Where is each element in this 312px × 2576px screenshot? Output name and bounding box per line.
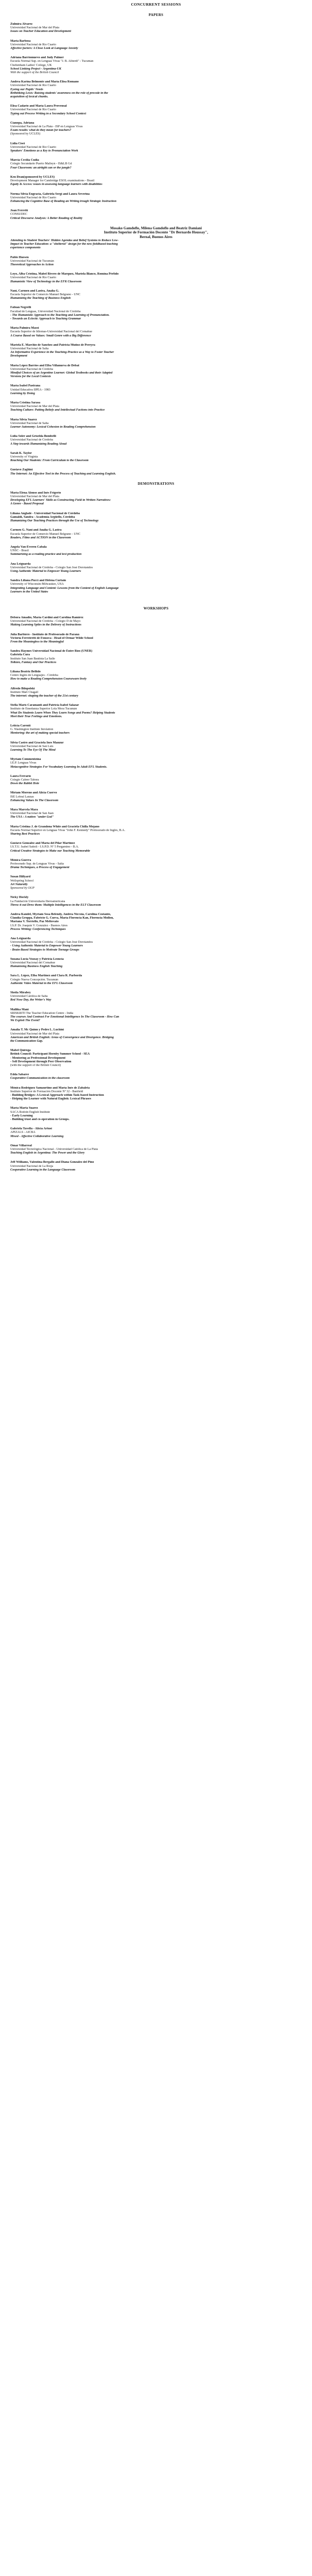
presenter-affiliation: Instituto San Juan Bautista La Salle [10,657,55,660]
presenter-affiliation: Escuela Superior de Comercio Manuel Belgrano - UNC [10,293,81,296]
presenter-affiliation: Universidad Nacional de Córdoba - Colegio D de Mayo [10,620,81,623]
session-title: Exam results: what do they mean for teachers? [10,129,72,132]
session-entry [10,384,302,396]
session-entry [10,1049,302,1067]
presenter-affiliation: Escuela Normal Superior en Lenguas Vivas "John F. Kennedy" Profesorado de Inglés, B.A. [10,828,125,832]
session-entry [10,105,302,116]
presenter-affiliation: Universidad Nacional de Río Cuarto [10,108,57,112]
presenter-names: Lidia Soler and Griselda Bombelli [10,435,56,438]
session-title: A Step towards Humanizing Reading Aloud [10,442,67,446]
session-title: Learners in the United States [10,590,48,594]
presenter-names: Mónica Guerra [10,858,31,862]
session-title: Equity & Access: issues in assessing language learners with disabilities [10,183,102,187]
session-entry [10,758,302,769]
session-entry [10,435,302,446]
presenter-names: Laura Ferrario [10,774,31,778]
section-workshops [10,606,302,1172]
session-entry [10,492,302,506]
presenter-names: Jeff Williams, Valentina Bergallo and Diana González del Pino [10,1161,94,1164]
session-title: - Towards an Eclectic Approach to Teaching Grammar [10,317,81,320]
presenter-affiliation: Universidad Nacional de Córdoba - Colegio San José Dorotandos [10,566,93,569]
session-title: Development [10,354,27,358]
session-title: Meet their True Feelings and Emotions. [10,715,62,718]
presenter-affiliation: Universidad Nacional de Río Cuarto [10,145,57,149]
session-entry [10,791,302,803]
presenter-names: Nani, Carmen and Lastra, Analía G. [10,289,59,293]
presenter-names: Gustavo Gonzalez and María del Pilar Martinez [10,842,75,845]
presenter-names: Ana Leiguarda [10,937,31,940]
session-entry [10,546,302,557]
presenter-names: Elisa Cadario and María Laura Provensal [10,105,67,108]
session-title: the Communication Gap. [10,1039,43,1043]
session-title: Speakers' Emotions as a Key to Pronunciation Work [10,149,78,153]
session-title: Humanizing the Teaching of Business English [10,297,71,300]
presenter-names: Gabriela Tavella - Alicia Artusi [10,1127,52,1131]
entry-line: - Early Learning [10,1114,33,1117]
presenter-names: María Isabel Pastrana [10,384,41,388]
session-title: Versions for the Local Contexts [10,375,51,379]
session-title: Metacognitive Strategies For Vocabulary Learning In Adult EFL Students. [10,765,107,769]
presenter-names: Leticia Carenti [10,724,31,727]
session-title: Art Naturally [10,883,28,886]
presenter-names: Andrea Kandel, Myriam Sosa Belendy, Andrea Niccoia, Carolina Costanto, [10,912,111,916]
presenter-affiliation: Profesorado Sup. de Lenguas Vivas - Salta [10,862,64,866]
session-title: Readers, Films and ACTION in the Classroom [10,536,71,539]
entry-line: With the support of the British Council [10,71,59,75]
presenter-names: Angela Van-Everen Cabala [10,545,47,549]
session-entry [10,1144,302,1156]
session-entry [10,991,302,1003]
document-title: CONCURRENT SESSIONS [131,2,181,7]
session-title: Teaching Culture: Putting Beliefs and Intellectual Factions into Practice [10,409,105,412]
presenter-affiliation: ISE Lobral Lanzas [10,795,34,799]
presenter-names: María Cristina Sarasa [10,401,41,405]
presenter-names: María Marta Suarez [10,1107,38,1110]
entry-line: Mariana V. Torriello, Paz Meltovato [10,920,59,924]
presenter-names: Mallika Mani [10,1008,29,1011]
presenter-names: Gustavo Zaghini [10,468,33,472]
session-entry [10,468,302,476]
session-entry [10,176,302,187]
session-title: Critical Discourse Analysis: A Better Reading of Reality [10,216,83,220]
presenter-affiliation: Universidad Nacional de San Luis [10,744,54,748]
session-entry [10,913,302,931]
session-title: Red Nose Day, the Writer's Way [10,998,51,1002]
session-entry [10,529,302,540]
presenter-names: Mabel Quiroga [10,1049,31,1053]
session-title: A Course Based on Values: Small Genre with a Big Difference [10,334,91,337]
session-entry [10,563,302,574]
presenter-names: Debora Amadio, María Cardini and Carolina Ramirez [10,616,83,619]
session-title: Mindful Choices of an Argentine Learner: Global Textbooks and their Adapted [10,371,113,375]
presenter-affiliation: Instituto Superior de Formación Docente Nº 32 - Banfield [10,1090,83,1093]
presenter-affiliation: Universidad Nacional de Salta [10,421,49,425]
presenter-affiliation: Universidad Tecnológica Nacional - Universidad Católica de La Plata [10,1148,98,1151]
session-title: Enhancing the Cognitive Base of Reading an Writing trough Strategic Instruction [10,199,116,203]
session-title: Making Learning Spiles in the Delivery of Instructions [10,623,81,627]
presenter-affiliation: Universidad Nacional de Mar del Plata [10,405,59,409]
session-title: - Using Authentic Material to Empower Young Learners [10,944,83,948]
session-entry [10,775,302,786]
session-entry [10,401,302,413]
presenter-affiliation: Facultad de Lenguas, Universidad Nacional de Córdoba [10,310,81,313]
presenter-affiliation: Universidad Nacional de Córdoba - Colegio San José Dorotandos [10,941,93,944]
session-entry [10,896,302,907]
session-title: Learning by Doing [10,392,35,395]
presenter-affiliation: La Fundación Universitaria Iberoamericana [10,900,65,903]
entry-line: - Building trust and co-operation in Groups. [10,1118,70,1122]
presenter-names: Ken Dean(sponsored by UCLES) [10,175,55,179]
session-title: Humanistic View of Technology in the EFK Classroom [10,280,82,283]
presenter-names: María Elena Alonso and Inés Frigerio [10,491,61,495]
session-title: experience components [10,246,41,250]
presenter-affiliation: UNSC - Brasil [10,549,29,553]
session-entry [10,974,302,986]
presenter-names: Miriam Moreno and Alicia Cuervo [10,791,57,795]
session-entry [10,142,302,154]
presenter-names: Mónica Rodriguez Samaurtino and María Inés de Zabaleta [10,1086,90,1090]
session-title: Four Classroom: an airtight can or the jungle? [10,166,72,170]
presenter-affiliation: CONSUDEC [10,213,27,216]
entry-line: Gamaldi, Sandra - Academia Argüello, Córdoba [10,515,75,519]
session-title: Affective factors: A Close Look at Language Anxiety [10,47,78,50]
presenter-affiliation: Centro Inglés de Lenguajes - Córdoba [10,674,58,677]
session-entry [10,159,302,170]
presenter-names: Susana Lucia Vozzay y Patricia Leoncia [10,957,64,961]
session-entry [10,704,302,719]
session-entry [10,650,302,665]
presenter-affiliation: Universidad Nacional de La Rioja [10,1164,54,1168]
presenter-affiliation: Wellspring School [10,879,34,883]
session-entry [10,209,302,221]
presenter-affiliation: Escuela Normal Sup. en Lenguas Vivas "J. B. Alberdi" - Tucumán [10,60,94,63]
session-entry [10,226,302,250]
session-title: Attending to Student Teachers' Hidden Agendas and Belief Systems to Reduce Low- [10,239,119,242]
presenter-names: Pablo Huesen [10,256,29,259]
presenter-names: Liliana Beatriz Bellido [10,670,41,673]
presenter-affiliation: Universidad Nacional de Mar del Plata [10,1032,59,1036]
presenter-names: Sheila Mirabey [10,991,31,994]
presenter-names: Silvia Castro and Graciela Ines Manzur [10,741,64,744]
session-title: Critical Creative Strategies to Make our Teaching Memorable [10,849,90,853]
session-title: The Internet: An Effective Tool in the Process of Teaching and Learning English. [10,472,116,476]
session-title: Authentic Video Material in the EFL Classroom [10,981,73,985]
presenter-names: Sarah K. Taylor [10,451,32,455]
session-title: - The Humanistic Approach to the Teaching and Learning of Pronunciation. [10,313,110,317]
presenter-affiliation: University of Wisconsin-Milwaukee, USA [10,583,64,586]
presenter-names: Maria López Barrios and Elba Villanueva de Debat [10,364,79,367]
session-entry [10,958,302,969]
session-title: The USA : A nation "under God" [10,816,54,819]
session-entry [10,23,302,34]
presenter-names: María Cristina J. de Grandona White and Graciela Chilla Mojano [10,825,99,828]
session-entry [10,452,302,463]
entry-line: Claudia Groppa, Fabricio G. Cueva, María Florencia Kan, Florencia Mollon, [10,917,114,920]
section-heading: WORKSHOPS [143,606,169,611]
session-entry [10,1161,302,1172]
session-entry [10,40,302,51]
session-title: The courses And Contrast For Emotional Intelligence In The Classroom - How Can [10,1015,119,1019]
session-title: acquisition of lexical chunks. [10,95,48,99]
session-title: Humanising Business English Teaching [10,965,63,969]
presenter-names: Sandra Liliana Pucci and Helena Curtain [10,579,66,583]
presenter-names: Norma Silvia Engracia, Gabriela Sergi and Laura Severina [10,192,90,196]
presenter-names: Omar Villarreal [10,1144,32,1147]
presenter-names: Maria Barbosa [10,39,31,43]
session-title: Summarizing as a reading practice and text production [10,553,82,556]
presenter-affiliation: Universidad Nacional de Salta [10,347,49,350]
section-heading: DEMONSTRATIONS [137,481,175,486]
entry-line: - Mentoring as Professional Development [10,1056,66,1060]
session-title: Down the Rabbit Hole [10,782,40,786]
session-entry [10,616,302,628]
session-entry [10,56,302,75]
session-entry [10,1073,302,1080]
presenter-names: Alfredo Bilopolski [10,687,35,690]
presenter-affiliation: G. Washington Institute Inrolation [10,728,54,732]
session-entry [10,256,302,267]
session-entry [10,122,302,137]
presenter-affiliation: University of Virginia [10,455,38,459]
session-entry [10,193,302,204]
session-entry [10,1127,302,1139]
presenter-names: Edda Sabaree [10,1073,29,1077]
presenter-affiliation: Universidad Nacional de Mar del Plata [10,26,59,30]
session-title: Humanizing Our Teaching Practices through the Use of Technology [10,519,99,523]
presenter-names: Fabian Negrelli [10,306,31,310]
presenter-affiliation: Instituto Mari Chagall [10,690,39,694]
program-document [0,0,312,1172]
session-title: Instituto Superior de Formación Docente "Dr Bernardo Houssay", [103,230,209,235]
session-title: Bernal, Buenos Aires [140,234,172,239]
session-title: Tolkien, Fantasy and Our Practices [10,660,57,664]
presenter-affiliation: Escuela Superior de Idiomas-Universidad Nacional del Comahue [10,330,93,334]
sections-container [10,13,302,1172]
presenter-names: Mariela E. Marchio de Sanchez and Patricia Muñoz de Pereyra [10,343,95,347]
session-entry [10,1107,302,1122]
presenter-affiliation: I.S.T.U. Isabel Sattoli - I.S.P.D. Nº 5 Pergamino - B.A. [10,845,79,849]
session-entry [10,937,302,952]
session-entry [10,825,302,837]
session-title: Mixed - Affective Collaborative Learning [10,1134,64,1138]
session-title: How to make a Reading Comprehension Courseware lively [10,677,87,681]
session-title: Drama Techniques, a Process of Engagement [10,866,70,870]
presenter-names: Julia Barbiero - Instituto de Profesorado de Paraná [10,633,80,636]
presenter-names: Mara Marcela Mara [10,808,38,812]
presenter-affiliation: (Sponsored by UCLES) [10,132,41,136]
presenter-names: Amalia T. Mc Quinn y Pedro L. Luchini [10,1028,64,1032]
session-title: A Genre - Based Proposal [10,502,44,506]
presenter-affiliation: Universidad Nacional de Río Cuarto [10,196,57,199]
session-entry [10,741,302,753]
presenter-names: Marcia Cecilia Cudia [10,159,39,162]
presenter-affiliation: SACA Rodoin English Institute [10,1110,50,1114]
presenter-affiliation: I.E.P. Lenguas Vivas [10,761,37,765]
presenter-names: Stella Maris Caramanti and Patricia Isabel Salazar [10,704,79,707]
presenter-affiliation: Universidad Nacional de Córdoba [10,438,54,442]
presenter-affiliation: APIZALS - AICBA [10,1131,36,1134]
session-title: Impact in Teacher Education: a "sheltered" design for the new fieldbased teaching [10,243,118,246]
session-entry [10,633,302,645]
session-entry [10,724,302,736]
session-title: Process Writing: Conferencing Techniques [10,927,66,931]
presenter-affiliation: Colegio Nueva Concepción. Tucumán [10,978,59,981]
session-entry [10,687,302,699]
presenter-affiliation: Universidad Nacional de Mar del Plata [10,495,59,499]
session-entry [10,1008,302,1023]
session-title: Integrating Language and Content: Lessons from the Content of English Language [10,586,119,590]
presenter-affiliation: Universidad Católica de Salta [10,995,48,998]
session-title: Issues on Teacher Education and Development [10,30,72,33]
presenter-affiliation: Universidad Nacional de Río Cuarto [10,276,57,280]
session-entry [10,1028,302,1043]
session-entry [10,273,302,284]
presenter-names: Susan Hillyard [10,875,31,879]
session-entry [10,80,302,99]
presenter-names: Carmen G. Nani and Analía G. Lastra [10,529,62,532]
session-entry [10,327,302,338]
presenter-names: Joan Ferretti [10,209,28,213]
presenter-affiliation: Colegio Cabrer Tabora [10,778,39,782]
session-title: Sharing Best Practices [10,833,40,836]
session-title: Mentoring: the art of making special teachers [10,732,70,735]
session-title: Eyeing our Pupils' Needs [10,88,43,91]
entry-line: Victoria Ferreiretti de Fonseca - Head of Ormar Wilde School [10,636,93,640]
session-title: School Linking Project - Argentina-UK [10,67,61,71]
session-title: Teaching English in Argentina: The Power and the Glory [10,1151,85,1155]
presenter-affiliation: I.S.P. Dr. Joaquín V. González - Buenos Aires [10,924,68,927]
presenter-affiliation: Development Manager for Cambridge ESOL examinations - Brasil [10,179,95,183]
session-entry [10,344,302,359]
session-entry [10,290,302,301]
session-title: Learner Autonomy: Lexical Cohesion in Reading Comprehension [10,426,96,429]
presenter-names: Zulmira Alvarez [10,23,33,26]
presenter-affiliation: Instituto de Enseñanza Superior Lola Mora Tucumán [10,707,77,711]
session-entry [10,306,302,321]
presenter-names: Andrea Karina Belmonte and María Elisa Romano [10,80,79,84]
section-demonstrations [10,482,302,594]
presenter-names: Sandra Haymes Universidad Nacional de Entre Ríos (UNER) [10,650,93,653]
session-entry [10,859,302,870]
session-entry [10,579,302,594]
presenter-names: Loyo, Alba Cristina, Mabel Rivero de Marquez, Mariela Blanco, Romina Pérfido [10,273,119,276]
entry-line: Gabriela Cura [10,653,30,657]
presenter-names: Cianopa, Adriana [10,121,34,125]
entry-line: British Council: Participant Hornby Summer School - SEA [10,1053,90,1056]
session-title: Typing out Process Writing in a Secondary School Context [10,112,86,115]
presenter-names: María Silvia Suarez [10,418,37,421]
session-title: What Do Students Learn When They Learn Songs and Poems? Helping Students [10,711,115,715]
session-title: Developing EFL Learners' Skills as Constructing Field in Written Narratives: [10,499,111,502]
presenter-names: Liliana Anglade - Universidad Nacional de Córdoba [10,512,80,515]
session-title: Rethinking Lexis: Raising students' awareness on the role of precode in the [10,91,108,95]
session-entry [10,1087,302,1101]
entry-line: - Helping the Learner with Natural English: Lexical Phrases [10,1097,91,1101]
presenter-names: Nicky Hockly [10,896,29,900]
entry-line: - Self Development through Peer Observation [10,1060,72,1063]
session-title: The internet: shaping the teacher of the 21st century [10,694,79,698]
presenter-names: Mosako Gamdoflo, Milena Gamdoflo and Beatriz Damiani [110,226,202,230]
presenter-affiliation: SRISKRITI The Teacher Education Centre - India [10,1011,74,1015]
presenter-affiliation: Universidad Nacional de San Juan [10,812,54,816]
presenter-affiliation: Cheltenham Ladies' College, UK [10,63,52,67]
session-entry [10,875,302,890]
session-entry [10,842,302,853]
section-papers [10,13,302,476]
presenter-names: Sara L. López, Elba Martinez and Clara R. Parborda [10,974,82,978]
session-title: Enhancing Values In The Classroom [10,799,59,802]
session-entry [10,512,302,523]
presenter-affiliation: Escuela Superior de Comercio Manuel Belgrano - UNC [10,532,81,536]
presenter-names: Ana Leiguarda [10,562,31,566]
presenter-affiliation: Universidad Nacional del Comahue [10,961,56,964]
session-title: An Informative Experience in the Teaching-Practice as a Way to Foster Teacher [10,351,114,354]
session-title: We Exploit The Event? [10,1019,40,1023]
presenter-affiliation: Universidad Nacional de Río Cuarto [10,84,57,88]
session-title: Using Authentic Material to Empower Young Learners [10,569,81,573]
presenter-names: María Palmira Massi [10,327,39,330]
session-entry [10,808,302,820]
presenter-names: Lidia Cisei [10,142,25,145]
presenter-affiliation: Universidad Nacional de Córdoba [10,367,54,371]
presenter-affiliation: Universidad Nacional de La Plata - ISP en Lenguas Vivas [10,125,83,129]
presenter-affiliation: Universidad Nacional de Tucumán [10,259,54,263]
entry-line: Sponsored by OUP [10,887,34,890]
entry-line: - Building Bridges: A Lexical Approach within Task-based Instruction [10,1094,104,1097]
presenter-names: Adriana Barriomuevo and Judy Palmer [10,56,64,60]
session-entry [10,418,302,430]
session-title: Theoretical Approaches to Action [10,263,54,266]
presenter-names: Myriam Commentzina [10,758,41,761]
session-entry [10,670,302,682]
session-title: Throw it out Drew them: Multiple Intelligences in the ELT Classroom [10,903,101,907]
session-title: Reaching Our Students: From Curriculum to the Classroom [10,459,89,463]
section-heading: PAPERS [148,13,164,17]
session-title: From the Meaningless to the Meaningful [10,640,64,643]
session-title: Cooperative Learning in the Language Classroom [10,1168,76,1172]
session-entry [10,364,302,379]
presenter-affiliation: (with the support of the British Council) [10,1064,61,1067]
session-title: Learning To The Eye Of The Mind [10,749,56,752]
session-title: Cooperative Communication in the classroom [10,1077,70,1080]
session-title: - Brain-Based Strategies to Motivate Teenage Groups [10,948,79,952]
presenter-affiliation: Unidad Educativa IIPEA - 1983 [10,388,50,392]
presenter-affiliation: Colegio Secundario Puerto Malleyn - IS&LB Gd [10,162,72,166]
session-title: American and British English: Areas of Convergence and Divergence. Bridging [10,1036,114,1039]
presenter-affiliation: Universidad Nacional de Río Cuarto [10,43,57,46]
